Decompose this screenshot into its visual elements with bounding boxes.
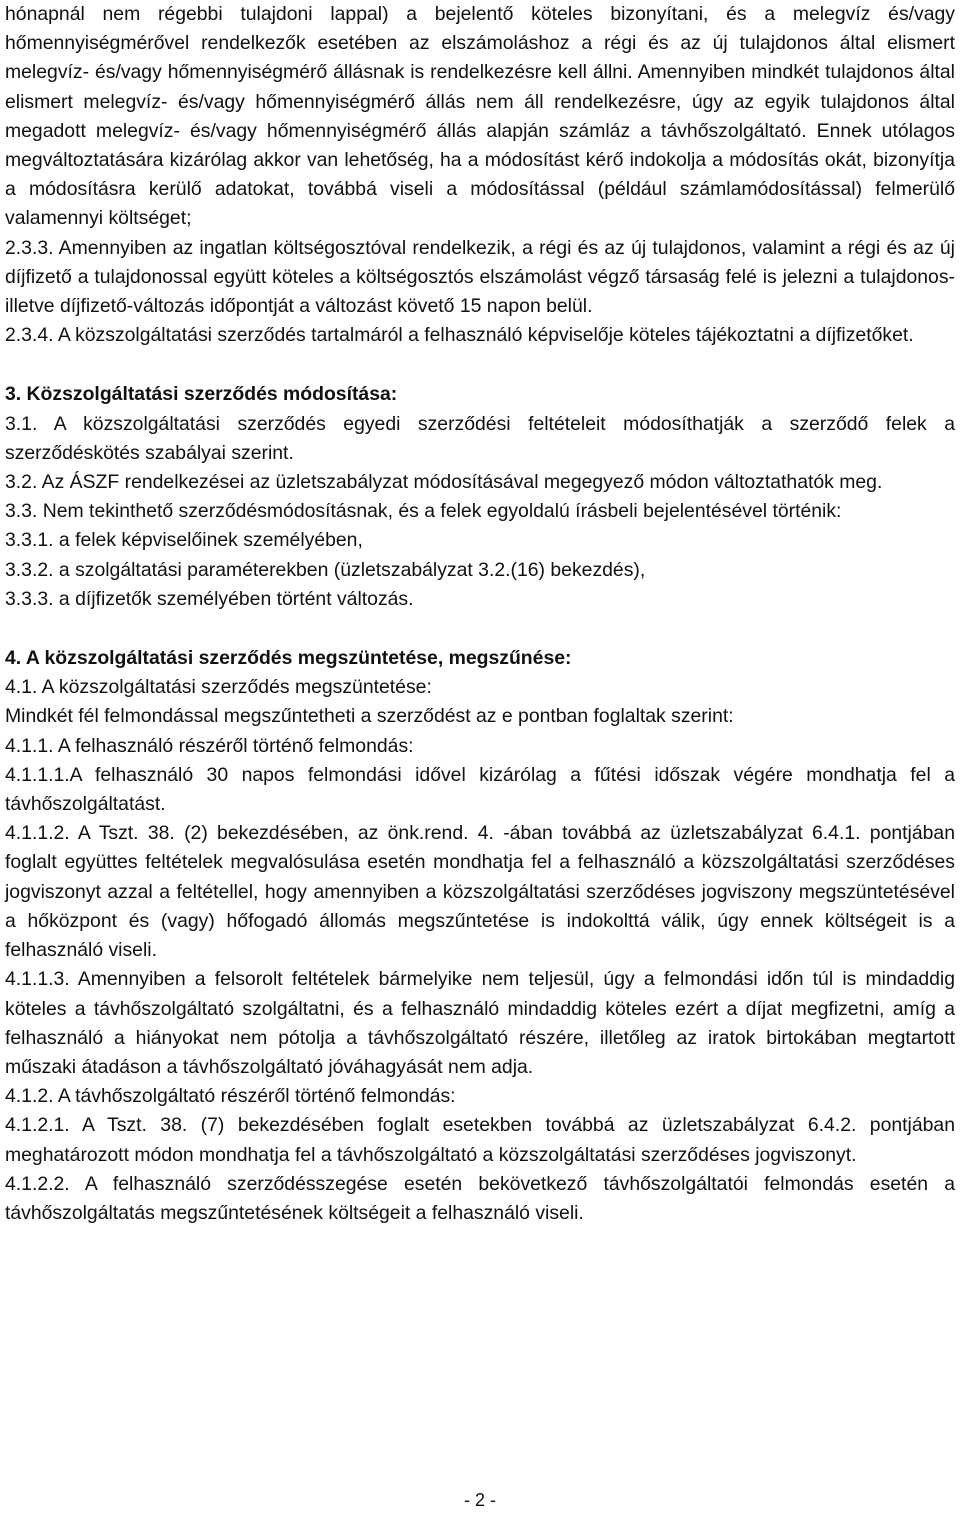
section-4-heading: 4. A közszolgáltatási szerződés megszüntetése, megszűnése: xyxy=(5,647,572,670)
item-3-3-3: 3.3.3. a díjfizetők személyében történt változás. xyxy=(5,587,414,610)
item-4-1-intro: Mindkét fél felmondással megszűntetheti a szerződést az e pontban foglaltak szerint: xyxy=(5,705,734,728)
section-spacer xyxy=(5,350,955,380)
item-4-1-2: 4.1.2. A távhőszolgáltató részéről történő felmondás: xyxy=(5,1085,456,1108)
item-3-3: 3.3. Nem tekinthető szerződésmódosításnak, és a felek egyoldalú írásbeli bejelentésével történik: xyxy=(5,500,842,523)
paragraph-2-3-4: 2.3.4. A közszolgáltatási szerződés tartalmáról a felhasználó képviselője köteles tájékoztatni a díjfizetőket. xyxy=(5,324,914,347)
item-4-1-2-1: 4.1.2.1. A Tszt. 38. (7) bekezdésében foglalt esetekben továbbá az üzletszabályzat 6.4.2. pontjában meghatározott módon mondhatja fel a távhőszolgáltató a közszolgáltatási szerződéses jogviszonyt. xyxy=(5,1114,955,1166)
item-4-1: 4.1. A közszolgáltatási szerződés megszüntetése: xyxy=(5,676,432,699)
item-4-1-2-2: 4.1.2.2. A felhasználó szerződésszegése esetén bekövetkező távhőszolgáltatói felmondás esetén a távhőszolgáltatás megszűntetésének költségeit a felhasználó viseli. xyxy=(5,1172,955,1224)
item-3-2: 3.2. Az ÁSZF rendelkezései az üzletszabályzat módosításával megegyező módon változtathatók meg. xyxy=(5,471,883,494)
section-3-heading: 3. Közszolgáltatási szerződés módosítása: xyxy=(5,383,398,406)
item-4-1-1: 4.1.1. A felhasználó részéről történő felmondás: xyxy=(5,734,414,757)
item-4-1-1-2: 4.1.1.2. A Tszt. 38. (2) bekezdésében, az önk.rend. 4. -ában továbbá az üzletszabályzat 6.4.1. pontjában foglalt együttes feltételek megvalósulása esetén mondhatja fel a felhasználó a közszolgáltatási szerződéses jogviszonyt azzal a feltétellel, hogy amennyiben a közszolgáltatási szerződéses jogviszony megszüntetésével a hőközpont és (vagy) hőfogadó állomás megszűntetése is indokolttá válik, úgy ennek költségeit is a felhasználó viseli. xyxy=(5,822,955,962)
item-4-1-1-3: 4.1.1.3. Amennyiben a felsorolt feltételek bármelyike nem teljesül, úgy a felmondási időn túl is mindaddig köteles a távhőszolgáltató szolgáltatni, és a felhasználó mindaddig köteles ezért a díjat megfizetni, amíg a felhasználó a hiányokat nem pótolja a távhőszolgáltató részére, illetőleg az iratok birtokában megtartott műszaki átadáson a távhőszolgáltató jóváhagyását nem adja. xyxy=(5,968,955,1078)
paragraph-2-3-3: 2.3.3. Amennyiben az ingatlan költségosztóval rendelkezik, a régi és az új tulajdonos, valamint a régi és az új díjfizető a tulajdonossal együtt köteles a költségosztós elszámolást végző társaság felé is jelezni a tulajdonos- illetve díjfizető-változás időpontját a változást követő 15 napon belül. xyxy=(5,236,955,318)
document-page xyxy=(5,0,955,1228)
section-spacer xyxy=(5,614,955,644)
item-3-1: 3.1. A közszolgáltatási szerződés egyedi szerződési feltételeit módosíthatják a szerződő felek a szerződéskötés szabályai szerint. xyxy=(5,412,955,464)
page-number: - 2 - xyxy=(463,1490,496,1510)
paragraph-tulajdonos-valtozas: hónapnál nem régebbi tulajdoni lappal) a bejelentő köteles bizonyítani, és a melegvíz és/vagy hőmennyiségmérővel rendelkezők esetében az elszámoláshoz a régi és az új tulajdonos által elismert melegvíz- és/vagy hőmennyiségmérő állásnak is rendelkezésre kell állni. Amennyiben mindkét tulajdonos által elismert melegvíz- és/vagy hőmennyiségmérő állás nem áll rendelkezésre, úgy az egyik tulajdonos által megadott melegvíz- és/vagy hőmennyiségmérő állás alapján számláz a távhőszolgáltató. Ennek utólagos megváltoztatására kizárólag akkor van lehetőség, ha a módosítást kérő indokolja a módosítás okát, bizonyítja a módosításra kerülő adatokat, továbbá viseli a módosítással (például számlamódosítással) felmerülő valamennyi költséget; xyxy=(5,3,955,230)
item-3-3-1: 3.3.1. a felek képviselőinek személyében, xyxy=(5,529,363,552)
item-3-3-2: 3.3.2. a szolgáltatási paraméterekben (üzletszabályzat 3.2.(16) bekezdés), xyxy=(5,558,646,581)
item-4-1-1-1: 4.1.1.1.A felhasználó 30 napos felmondási idővel kizárólag a fűtési időszak végére mondhatja fel a távhőszolgáltatást. xyxy=(5,763,955,816)
